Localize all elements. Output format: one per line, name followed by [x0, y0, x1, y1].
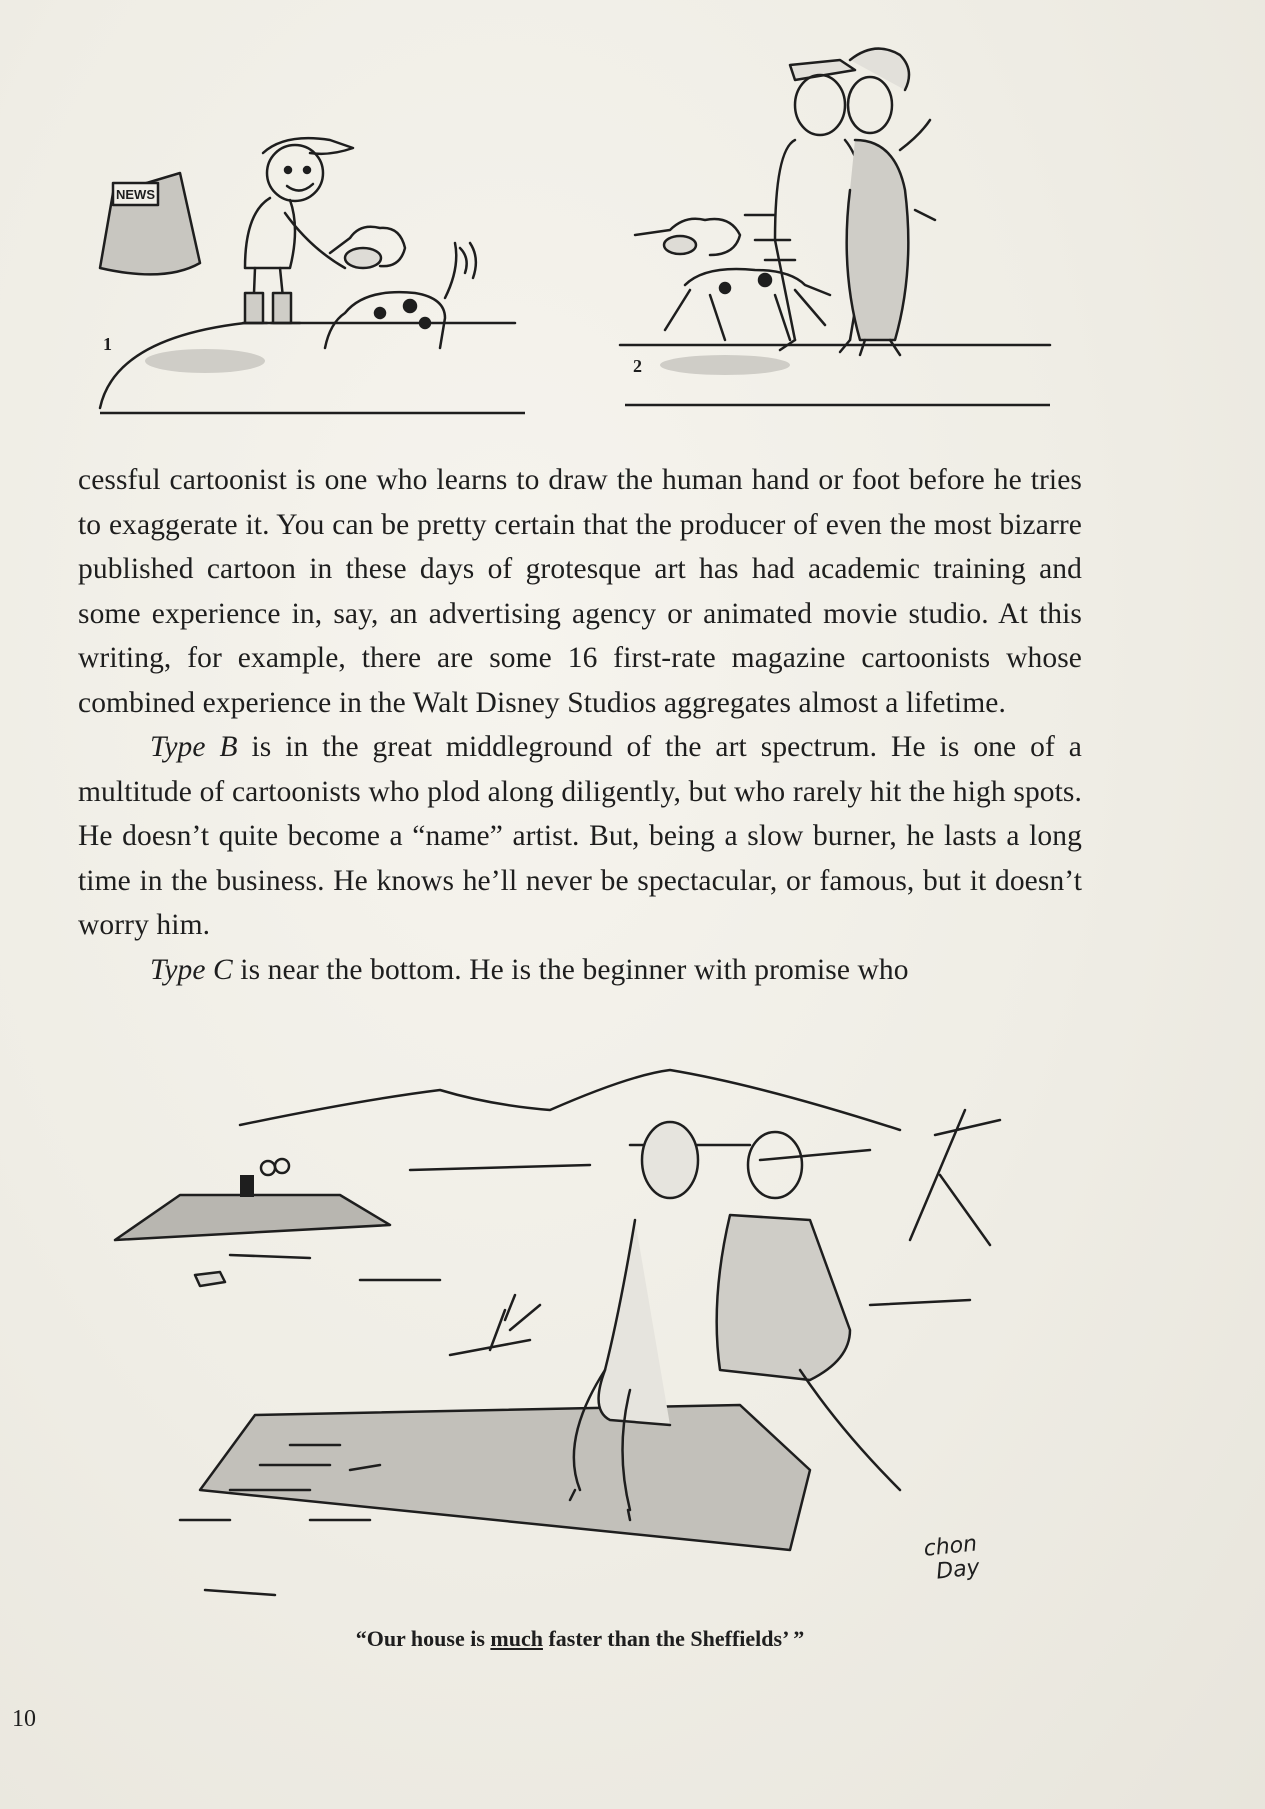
caption-part-2: faster than the Sheffields’ ”: [542, 1626, 805, 1651]
news-bag-label: NEWS: [116, 187, 155, 202]
paragraph-type-b-text: is in the great middleground of the art spectrum. He is one of a multitude of cartoonists who plod along diligently, but who rarely hit the high spots. He doesn’t quite become a “name” artist. But, being a slow burner, he lasts a long time in the business. He knows he’ll never be spectacular, or famous, but it doesn’t worry him.: [78, 731, 1082, 941]
panel-1-number: 1: [103, 334, 112, 354]
panel-2-number: 2: [633, 356, 642, 376]
page-number: 10: [12, 1706, 36, 1732]
illustration-panel-1: [95, 118, 535, 418]
cartoon-caption: [200, 1626, 960, 1652]
caption-part-1: “Our house is: [355, 1626, 491, 1651]
illustration-flood-cartoon: [110, 1050, 1010, 1620]
type-c-label: Type C: [150, 953, 233, 986]
paragraph-type-b: [78, 725, 1082, 948]
paragraph-type-c: [78, 948, 1082, 993]
caption-emphasis: much: [490, 1626, 543, 1651]
body-text: [78, 458, 1082, 992]
signature-line-2: Day: [934, 1555, 981, 1585]
artist-signature: [923, 1532, 981, 1585]
paragraph-1-text: cessful cartoonist is one who learns to draw the human hand or foot before he tries to exaggerate it. You can be pretty certain that the producer of even the most bizarre published cartoon in these days of grotesque art has had academic training and some experience in, say, an advertising agency or animated movie studio. At this writing, for example, there are some 16 first-rate magazine cartoonists whose combined experience in the Walt Disney Studios aggregates almost a lifetime.: [78, 464, 1082, 719]
paragraph-type-c-text: is near the bottom. He is the beginner with promise who: [232, 953, 909, 986]
paragraph-1: [78, 458, 1082, 725]
illustration-panel-2: [615, 40, 1055, 415]
signature-line-1: chon: [922, 1531, 979, 1562]
type-b-label: Type B: [150, 731, 238, 763]
